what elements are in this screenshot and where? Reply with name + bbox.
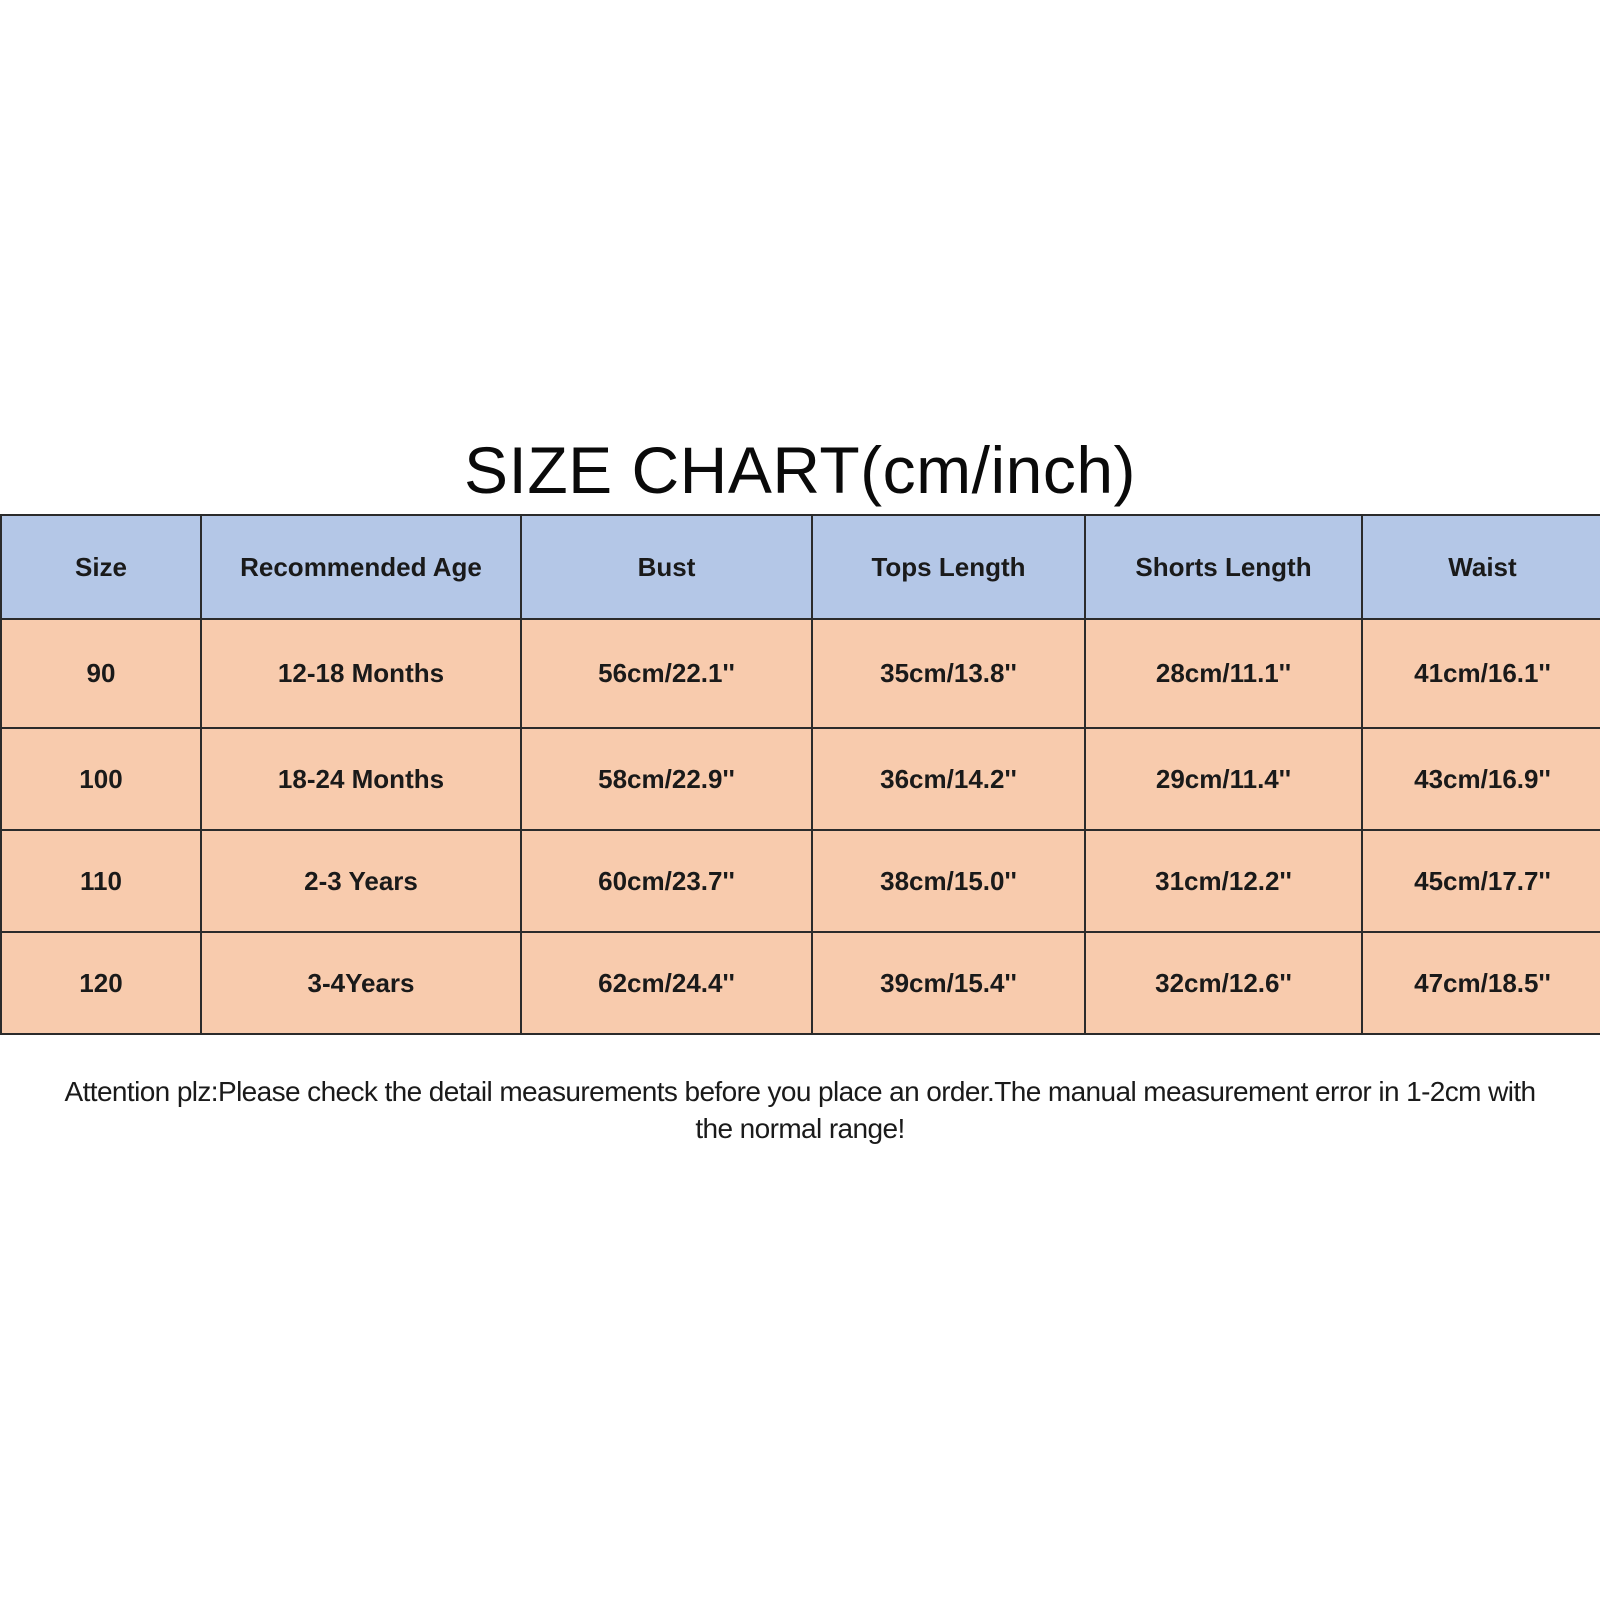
cell-tops-length: 39cm/15.4'' xyxy=(812,932,1085,1034)
cell-bust: 62cm/24.4'' xyxy=(521,932,812,1034)
attention-notice-line-1: Attention plz:Please check the detail measurements before you place an order.The manual measurement error in 1-2cm with xyxy=(64,1076,1536,1107)
cell-shorts-length: 31cm/12.2'' xyxy=(1085,830,1362,932)
table-row xyxy=(1,830,1600,932)
header-recommended-age: Recommended Age xyxy=(201,515,521,619)
cell-shorts-length: 29cm/11.4'' xyxy=(1085,728,1362,830)
page-title: SIZE CHART(cm/inch) xyxy=(463,433,1136,507)
size-chart-table xyxy=(0,514,1600,1035)
cell-size: 110 xyxy=(1,830,201,932)
cell-bust: 56cm/22.1'' xyxy=(521,619,812,728)
cell-waist: 41cm/16.1'' xyxy=(1362,619,1600,728)
table-row xyxy=(1,619,1600,728)
header-row xyxy=(1,515,1600,619)
header-tops-length: Tops Length xyxy=(812,515,1085,619)
cell-recommended-age: 18-24 Months xyxy=(201,728,521,830)
cell-tops-length: 35cm/13.8'' xyxy=(812,619,1085,728)
table-row xyxy=(1,728,1600,830)
cell-tops-length: 36cm/14.2'' xyxy=(812,728,1085,830)
cell-waist: 43cm/16.9'' xyxy=(1362,728,1600,830)
table-row xyxy=(1,932,1600,1034)
cell-bust: 58cm/22.9'' xyxy=(521,728,812,830)
cell-waist: 45cm/17.7'' xyxy=(1362,830,1600,932)
cell-recommended-age: 12-18 Months xyxy=(201,619,521,728)
cell-size: 90 xyxy=(1,619,201,728)
cell-waist: 47cm/18.5'' xyxy=(1362,932,1600,1034)
cell-size: 120 xyxy=(1,932,201,1034)
header-size: Size xyxy=(1,515,201,619)
header-bust: Bust xyxy=(521,515,812,619)
header-waist: Waist xyxy=(1362,515,1600,619)
cell-tops-length: 38cm/15.0'' xyxy=(812,830,1085,932)
attention-notice-line-2: the normal range! xyxy=(695,1113,905,1144)
header-shorts-length: Shorts Length xyxy=(1085,515,1362,619)
cell-size: 100 xyxy=(1,728,201,830)
cell-bust: 60cm/23.7'' xyxy=(521,830,812,932)
cell-recommended-age: 3-4Years xyxy=(201,932,521,1034)
cell-shorts-length: 32cm/12.6'' xyxy=(1085,932,1362,1034)
attention-notice xyxy=(0,1073,1600,1147)
cell-shorts-length: 28cm/11.1'' xyxy=(1085,619,1362,728)
cell-recommended-age: 2-3 Years xyxy=(201,830,521,932)
